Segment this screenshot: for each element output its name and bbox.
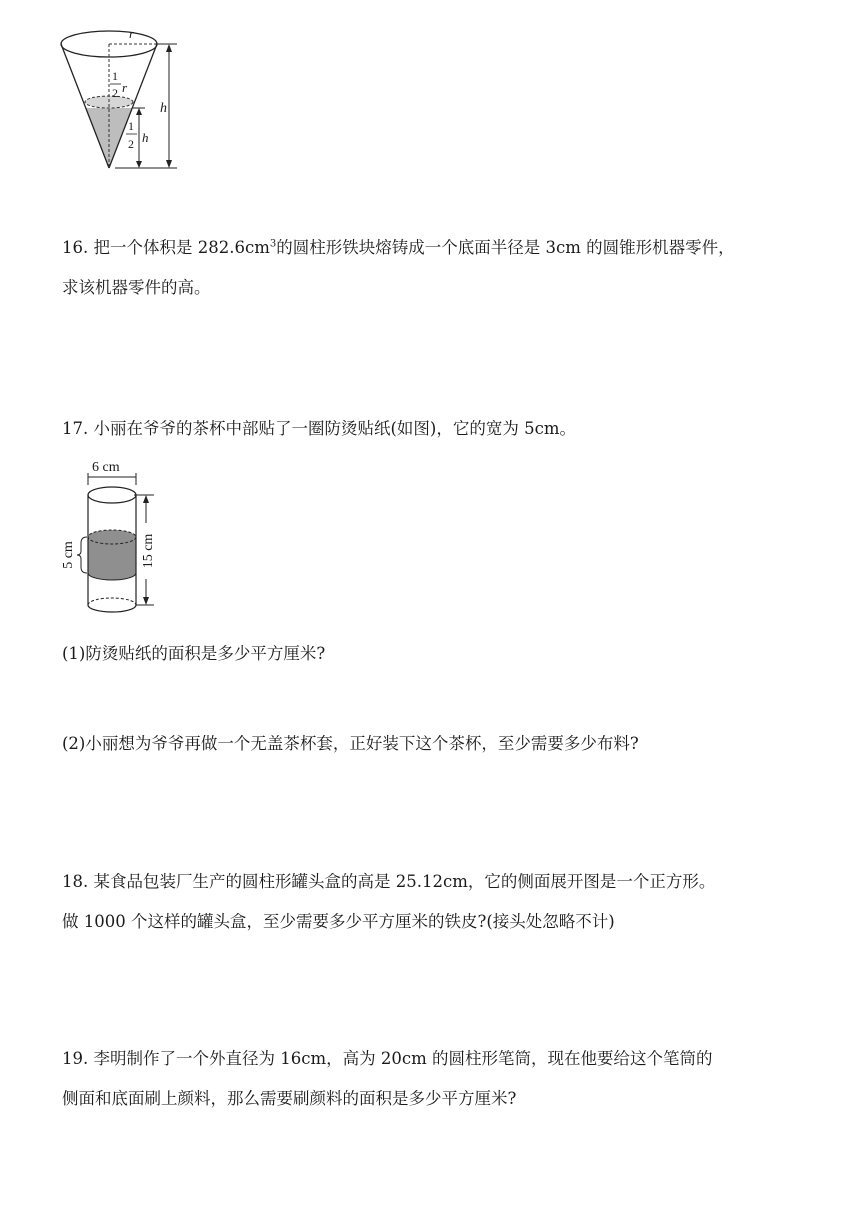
q16-superscript: 3 <box>269 238 277 250</box>
q17-text: 17. 小丽在爷爷的茶杯中部贴了一圈防烫贴纸(如图)，它的宽为 5cm。 <box>62 419 576 438</box>
q16-line1-b: 的圆柱形铁块熔铸成一个底面半径是 3cm 的圆锥形机器零件， <box>276 238 735 257</box>
question-17-sub-2 <box>62 732 840 756</box>
question-17-sub-1 <box>62 642 840 666</box>
sticker-band-top <box>88 530 136 544</box>
cone-diagram <box>55 22 185 174</box>
cup-diagram <box>56 455 166 620</box>
label-r: r <box>129 26 135 41</box>
q16-line1-a: 16. 把一个体积是 282.6cm <box>62 238 270 257</box>
label-half-den-top: 2 <box>112 86 118 100</box>
arrow-half-up <box>136 108 142 115</box>
cone-figure <box>55 22 185 174</box>
label-h: h <box>160 101 167 116</box>
arrow-half-down <box>136 161 142 168</box>
cup-top-ellipse <box>88 487 136 503</box>
label-half-den-bot: 2 <box>128 137 134 151</box>
width-brace <box>77 537 87 573</box>
q17-sub2-text: (2)小丽想为爷爷再做一个无盖茶杯套，正好装下这个茶杯，至少需要多少布料? <box>62 734 639 753</box>
label-h-half: h <box>142 130 149 145</box>
cup-bottom-front <box>88 605 136 612</box>
q16-line2: 求该机器零件的高。 <box>62 278 211 297</box>
q19-line1: 19. 李明制作了一个外直径为 16cm，高为 20cm 的圆柱形笔筒，现在他要给这个笔筒的 <box>62 1049 713 1068</box>
q17-sub1-text: (1)防烫贴纸的面积是多少平方厘米? <box>62 644 326 663</box>
q18-line2: 做 1000 个这样的罐头盒，至少需要多少平方厘米的铁皮?(接头处忽略不计) <box>62 912 615 931</box>
label-half-num-top: 1 <box>112 69 118 83</box>
q19-line2: 侧面和底面刷上颜料，那么需要刷颜料的面积是多少平方厘米? <box>62 1089 517 1108</box>
q18-line1: 18. 某食品包装厂生产的圆柱形罐头盒的高是 25.12cm，它的侧面展开图是一个正方形。 <box>62 872 716 891</box>
label-half-num-bot: 1 <box>128 119 134 133</box>
arrow-up <box>166 44 172 52</box>
question-17 <box>62 409 840 449</box>
question-16 <box>62 228 840 308</box>
cup-diameter-label: 6 cm <box>92 460 120 475</box>
cup-figure <box>56 455 166 620</box>
sticker-width-label: 5 cm <box>61 541 76 569</box>
label-r-half: r <box>122 80 128 95</box>
question-19 <box>62 1039 840 1119</box>
cup-bottom-back <box>88 598 136 605</box>
cup-height-label: 15 cm <box>141 533 156 569</box>
question-18 <box>62 862 840 942</box>
arrow-down <box>166 160 172 168</box>
